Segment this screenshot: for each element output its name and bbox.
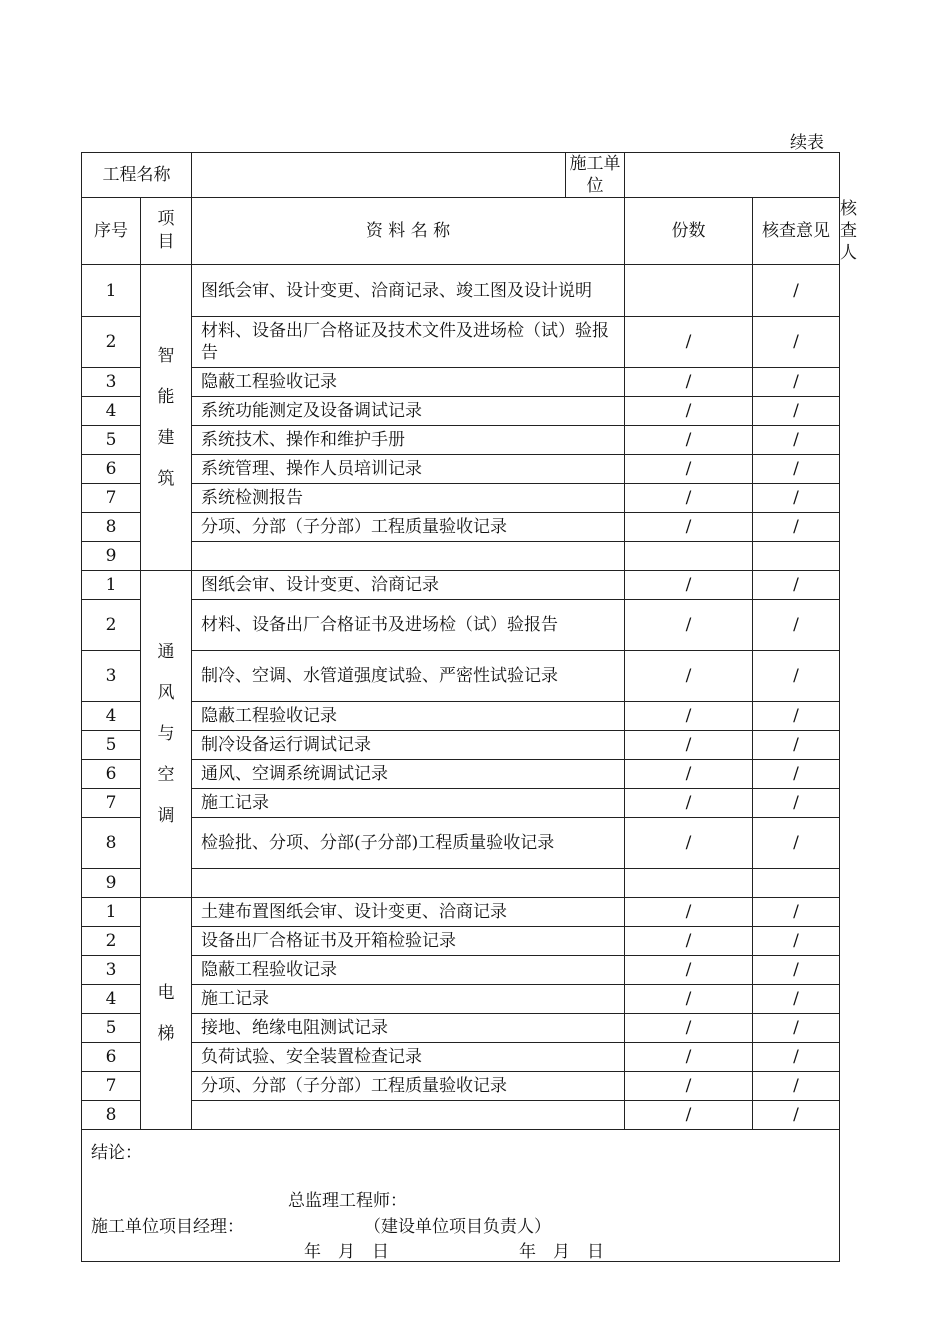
opinion-cell[interactable]: / [753, 368, 840, 397]
copies-cell[interactable]: / [625, 818, 753, 869]
row-number: 3 [82, 368, 141, 397]
row-number: 1 [82, 265, 141, 317]
row-number: 5 [82, 426, 141, 455]
table-row [82, 956, 840, 985]
col-docname-header: 资 料 名 称 [192, 198, 625, 265]
copies-cell[interactable]: / [625, 397, 753, 426]
col-opinion-header: 核查意见 [753, 198, 840, 265]
opinion-cell[interactable]: / [753, 1101, 840, 1130]
document-name: 材料、设备出厂合格证及技术文件及进场检（试）验报告 [192, 317, 625, 368]
document-name: 接地、绝缘电阻测试记录 [192, 1014, 625, 1043]
document-name: 施工记录 [192, 789, 625, 818]
opinion-cell[interactable]: / [753, 731, 840, 760]
document-name: 制冷、空调、水管道强度试验、严密性试验记录 [192, 651, 625, 702]
document-name: 土建布置图纸会审、设计变更、洽商记录 [192, 898, 625, 927]
opinion-cell[interactable]: / [753, 426, 840, 455]
row-number: 8 [82, 513, 141, 542]
checklist-table [81, 152, 857, 1262]
row-number: 4 [82, 985, 141, 1014]
row-number: 7 [82, 1072, 141, 1101]
category-cell [141, 898, 192, 1130]
opinion-cell[interactable]: / [753, 651, 840, 702]
date-right: 年 月 日 [519, 1242, 604, 1262]
row-number: 1 [82, 571, 141, 600]
opinion-cell[interactable]: / [753, 484, 840, 513]
document-name: 通风、空调系统调试记录 [192, 760, 625, 789]
copies-cell[interactable]: / [625, 1043, 753, 1072]
table-row [82, 789, 840, 818]
copies-cell[interactable]: / [625, 1101, 753, 1130]
project-name-label: 工程名称 [82, 153, 192, 198]
opinion-cell[interactable]: / [753, 985, 840, 1014]
contractor-field[interactable] [625, 153, 840, 198]
document-name: 施工记录 [192, 985, 625, 1014]
opinion-cell[interactable] [753, 869, 840, 898]
table-row [82, 426, 840, 455]
row-number: 6 [82, 1043, 141, 1072]
row-number: 5 [82, 731, 141, 760]
document-name: 检验批、分项、分部(子分部)工程质量验收记录 [192, 818, 625, 869]
conclusion-cell[interactable] [82, 1130, 840, 1262]
table-row [82, 927, 840, 956]
table-row [82, 760, 840, 789]
table-row [82, 368, 840, 397]
copies-cell[interactable]: / [625, 317, 753, 368]
category-label: 通风与空调 [157, 641, 175, 826]
document-name: 隐蔽工程验收记录 [192, 956, 625, 985]
copies-cell[interactable]: / [625, 702, 753, 731]
table-row [82, 702, 840, 731]
table-row [82, 1014, 840, 1043]
row-number: 7 [82, 789, 141, 818]
row-number: 8 [82, 1101, 141, 1130]
table-row [82, 651, 840, 702]
table-row [82, 484, 840, 513]
copies-cell[interactable]: / [625, 1014, 753, 1043]
table-row [82, 1072, 840, 1101]
row-number: 4 [82, 702, 141, 731]
table-row [82, 317, 840, 368]
contractor-label: 施工单位 [566, 153, 625, 198]
row-number: 2 [82, 317, 141, 368]
table-row [82, 513, 840, 542]
row-number: 2 [82, 927, 141, 956]
copies-cell[interactable]: / [625, 484, 753, 513]
table-row [82, 455, 840, 484]
copies-cell[interactable]: / [625, 789, 753, 818]
opinion-cell[interactable]: / [753, 571, 840, 600]
row-number: 3 [82, 651, 141, 702]
row-number: 6 [82, 455, 141, 484]
table-row [82, 731, 840, 760]
row-number: 1 [82, 898, 141, 927]
document-name: 系统功能测定及设备调试记录 [192, 397, 625, 426]
continued-label: 续表 [790, 133, 824, 153]
table-row [82, 397, 840, 426]
copies-cell[interactable]: / [625, 731, 753, 760]
date-left: 年 月 日 [304, 1242, 389, 1262]
document-name: 制冷设备运行调试记录 [192, 731, 625, 760]
category-cell [141, 265, 192, 571]
document-name: 隐蔽工程验收记录 [192, 368, 625, 397]
table-row [82, 600, 840, 651]
copies-cell[interactable]: / [625, 985, 753, 1014]
copies-cell[interactable]: / [625, 600, 753, 651]
column-header-row: 序号 项 目 资 料 名 称 份数 核查意见 核查人 [82, 198, 840, 265]
opinion-cell[interactable]: / [753, 455, 840, 484]
opinion-cell[interactable]: / [753, 898, 840, 927]
copies-cell[interactable]: / [625, 513, 753, 542]
copies-cell[interactable]: / [625, 1072, 753, 1101]
opinion-cell[interactable]: / [753, 1014, 840, 1043]
document-name [192, 542, 625, 571]
copies-cell[interactable]: / [625, 651, 753, 702]
document-name: 图纸会审、设计变更、洽商记录、竣工图及设计说明 [192, 265, 625, 317]
document-name: 分项、分部（子分部）工程质量验收记录 [192, 1072, 625, 1101]
copies-cell[interactable]: / [625, 426, 753, 455]
row-number: 2 [82, 600, 141, 651]
opinion-cell[interactable]: / [753, 760, 840, 789]
document-name: 隐蔽工程验收记录 [192, 702, 625, 731]
opinion-cell[interactable]: / [753, 513, 840, 542]
opinion-cell[interactable]: / [753, 1043, 840, 1072]
table-row [82, 898, 840, 927]
row-number: 6 [82, 760, 141, 789]
table-row [82, 265, 840, 317]
contractor-pm-label: 施工单位项目经理： [91, 1217, 244, 1237]
table-row [82, 818, 840, 869]
row-number: 3 [82, 956, 141, 985]
table-row [82, 869, 840, 898]
opinion-cell[interactable]: / [753, 600, 840, 651]
copies-cell[interactable] [625, 542, 753, 571]
row-number: 9 [82, 542, 141, 571]
document-name [192, 1101, 625, 1130]
header-row-project [82, 153, 840, 198]
document-name [192, 869, 625, 898]
row-number: 9 [82, 869, 141, 898]
opinion-cell[interactable]: / [753, 789, 840, 818]
opinion-cell[interactable] [753, 542, 840, 571]
chief-supervisor-label: 总监理工程师： [288, 1191, 407, 1211]
copies-cell[interactable]: / [625, 455, 753, 484]
copies-cell[interactable] [625, 265, 753, 317]
document-name: 分项、分部（子分部）工程质量验收记录 [192, 513, 625, 542]
row-number: 7 [82, 484, 141, 513]
row-number: 8 [82, 818, 141, 869]
table-row [82, 1043, 840, 1072]
document-name: 系统技术、操作和维护手册 [192, 426, 625, 455]
document-name: 负荷试验、安全装置检查记录 [192, 1043, 625, 1072]
copies-cell[interactable]: / [625, 760, 753, 789]
opinion-cell[interactable]: / [753, 397, 840, 426]
document-name: 材料、设备出厂合格证书及进场检（试）验报告 [192, 600, 625, 651]
document-name: 设备出厂合格证书及开箱检验记录 [192, 927, 625, 956]
table-row [82, 1101, 840, 1130]
opinion-cell[interactable]: / [753, 265, 840, 317]
table-row [82, 985, 840, 1014]
col-copies-header: 份数 [625, 198, 753, 265]
document-name: 图纸会审、设计变更、洽商记录 [192, 571, 625, 600]
opinion-cell[interactable]: / [753, 818, 840, 869]
table-row [82, 571, 840, 600]
col-seq-header: 序号 [82, 198, 141, 265]
opinion-cell[interactable]: / [753, 317, 840, 368]
table-row [82, 542, 840, 571]
row-number: 4 [82, 397, 141, 426]
col-item-header: 项 目 [141, 198, 192, 265]
conclusion-row [82, 1130, 840, 1262]
copies-cell[interactable]: / [625, 368, 753, 397]
category-label: 智能建筑 [157, 345, 175, 489]
project-name-field[interactable] [192, 153, 566, 198]
category-cell [141, 571, 192, 898]
copies-cell[interactable]: / [625, 898, 753, 927]
copies-cell[interactable]: / [625, 956, 753, 985]
opinion-cell[interactable]: / [753, 702, 840, 731]
copies-cell[interactable]: / [625, 571, 753, 600]
row-number: 5 [82, 1014, 141, 1043]
document-name: 系统管理、操作人员培训记录 [192, 455, 625, 484]
copies-cell[interactable] [625, 869, 753, 898]
document-name: 系统检测报告 [192, 484, 625, 513]
conclusion-label: 结论： [91, 1143, 142, 1163]
category-label: 电梯 [157, 982, 175, 1044]
opinion-cell[interactable]: / [753, 1072, 840, 1101]
opinion-cell[interactable]: / [753, 927, 840, 956]
opinion-cell[interactable]: / [753, 956, 840, 985]
copies-cell[interactable]: / [625, 927, 753, 956]
owner-pm-label: （建设单位项目负责人） [364, 1217, 551, 1237]
